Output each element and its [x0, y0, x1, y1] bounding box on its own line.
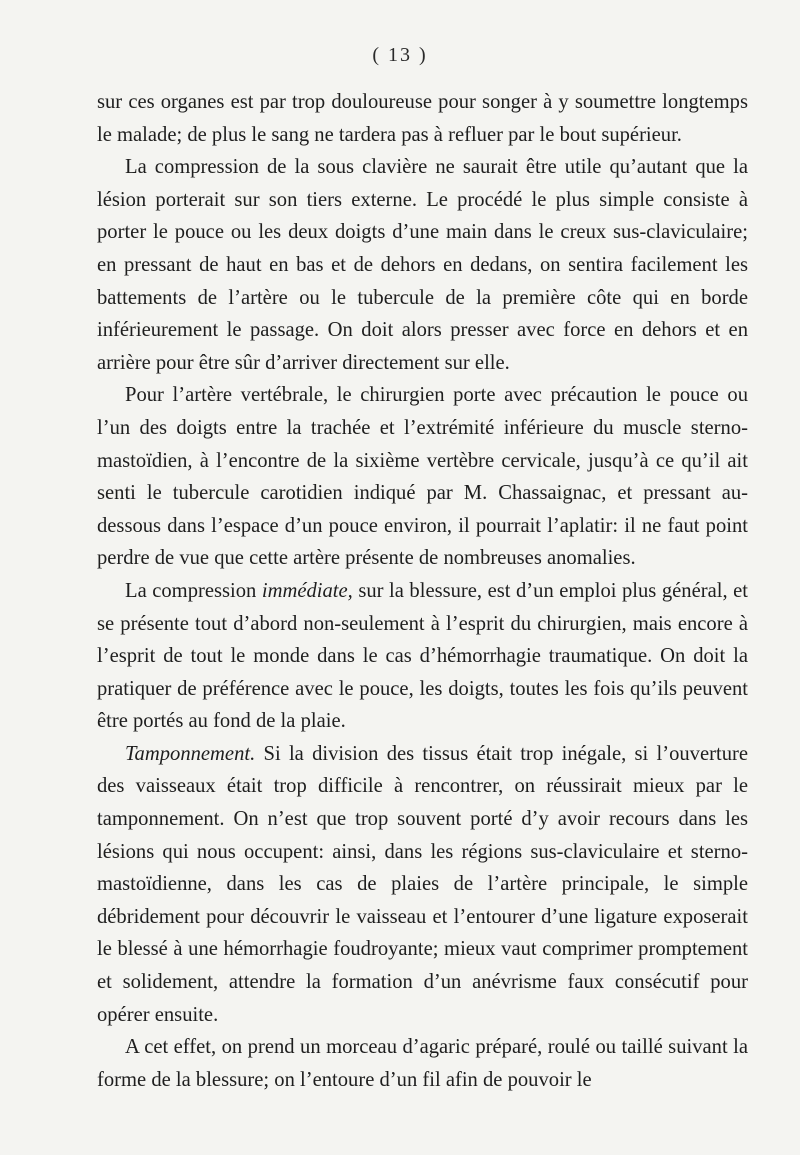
paragraph-3: Pour l’artère vertébrale, le chirurgien porte avec précaution le pouce ou l’un des doigts entre la trachée et l’extrémité inférieure du muscle sterno-mastoïdien, à l’encontre de la sixième vertèbre cervicale, jusqu’à ce qu’il ait senti le tubercule carotidien indiqué par M. Chassaignac, et pressant au-dessous dans l’espace d’un pouce environ, il pourrait l’aplatir: il ne faut point perdre de vue que cette artère présente de nombreuses anomalies. [97, 384, 748, 570]
paragraph-5-body: Si la division des tissus était trop inégale, si l’ouverture des vaisseaux était trop difficile à rencontrer, on réussirait mieux par le tamponnement. On n’est que trop souvent porté d’y avoir recours dans les lésions qui nous occupent: ainsi, dans les régions sus-claviculaire et sterno-mastoïdienne, dans les cas de plaies de l’artère principale, le simple débridement pour découvrir le vaisseau et l’entourer d’une ligature exposerait le blessé à une hémorrhagie foudroyante; mieux vaut comprimer promptement et solidement, attendre la formation d’un anévrisme faux consécutif pour opérer ensuite. [97, 742, 748, 1026]
body-text [97, 86, 748, 1096]
section-heading: Tamponnement. [125, 742, 256, 765]
paragraph-1: sur ces organes est par trop douloureuse pour songer à y soumettre longtemps le malade; de plus le sang ne tardera pas à refluer par le bout supérieur. [97, 91, 748, 146]
paragraph-5 [97, 738, 748, 1031]
paragraph-4-body: sur la blessure, est d’un emploi plus général, et se présente tout d’abord non-seulement à l’esprit du chirurgien, mais encore à l’esprit de tout le monde dans le cas d’hémorrhagie traumatique. On doit la pratiquer de préférence avec le pouce, les doigts, toutes les fois qu’ils peuvent être portés au fond de la plaie. [97, 579, 748, 733]
italic-emphasis: immédiate, [261, 579, 353, 602]
paragraph-4 [97, 575, 748, 738]
paragraph-6: A cet effet, on prend un morceau d’agaric préparé, roulé ou taillé suivant la forme de la blessure; on l’entoure d’un fil afin de pouvoir le [97, 1036, 748, 1091]
paragraph-4-lead: La compression [125, 579, 262, 602]
page-number: ( 13 ) [372, 44, 428, 66]
paragraph-2: La compression de la sous clavière ne saurait être utile qu’autant que la lésion porterait sur son tiers externe. Le procédé le plus simple consiste à porter le pouce ou les deux doigts d’une main dans le creux sus-claviculaire; en pressant de haut en bas et de dehors en dedans, on sentira facilement les battements de l’artère ou le tubercule de la première côte qui en borde inférieurement le passage. On doit alors presser avec force en dehors et en arrière pour être sûr d’arriver directement sur elle. [97, 156, 748, 374]
